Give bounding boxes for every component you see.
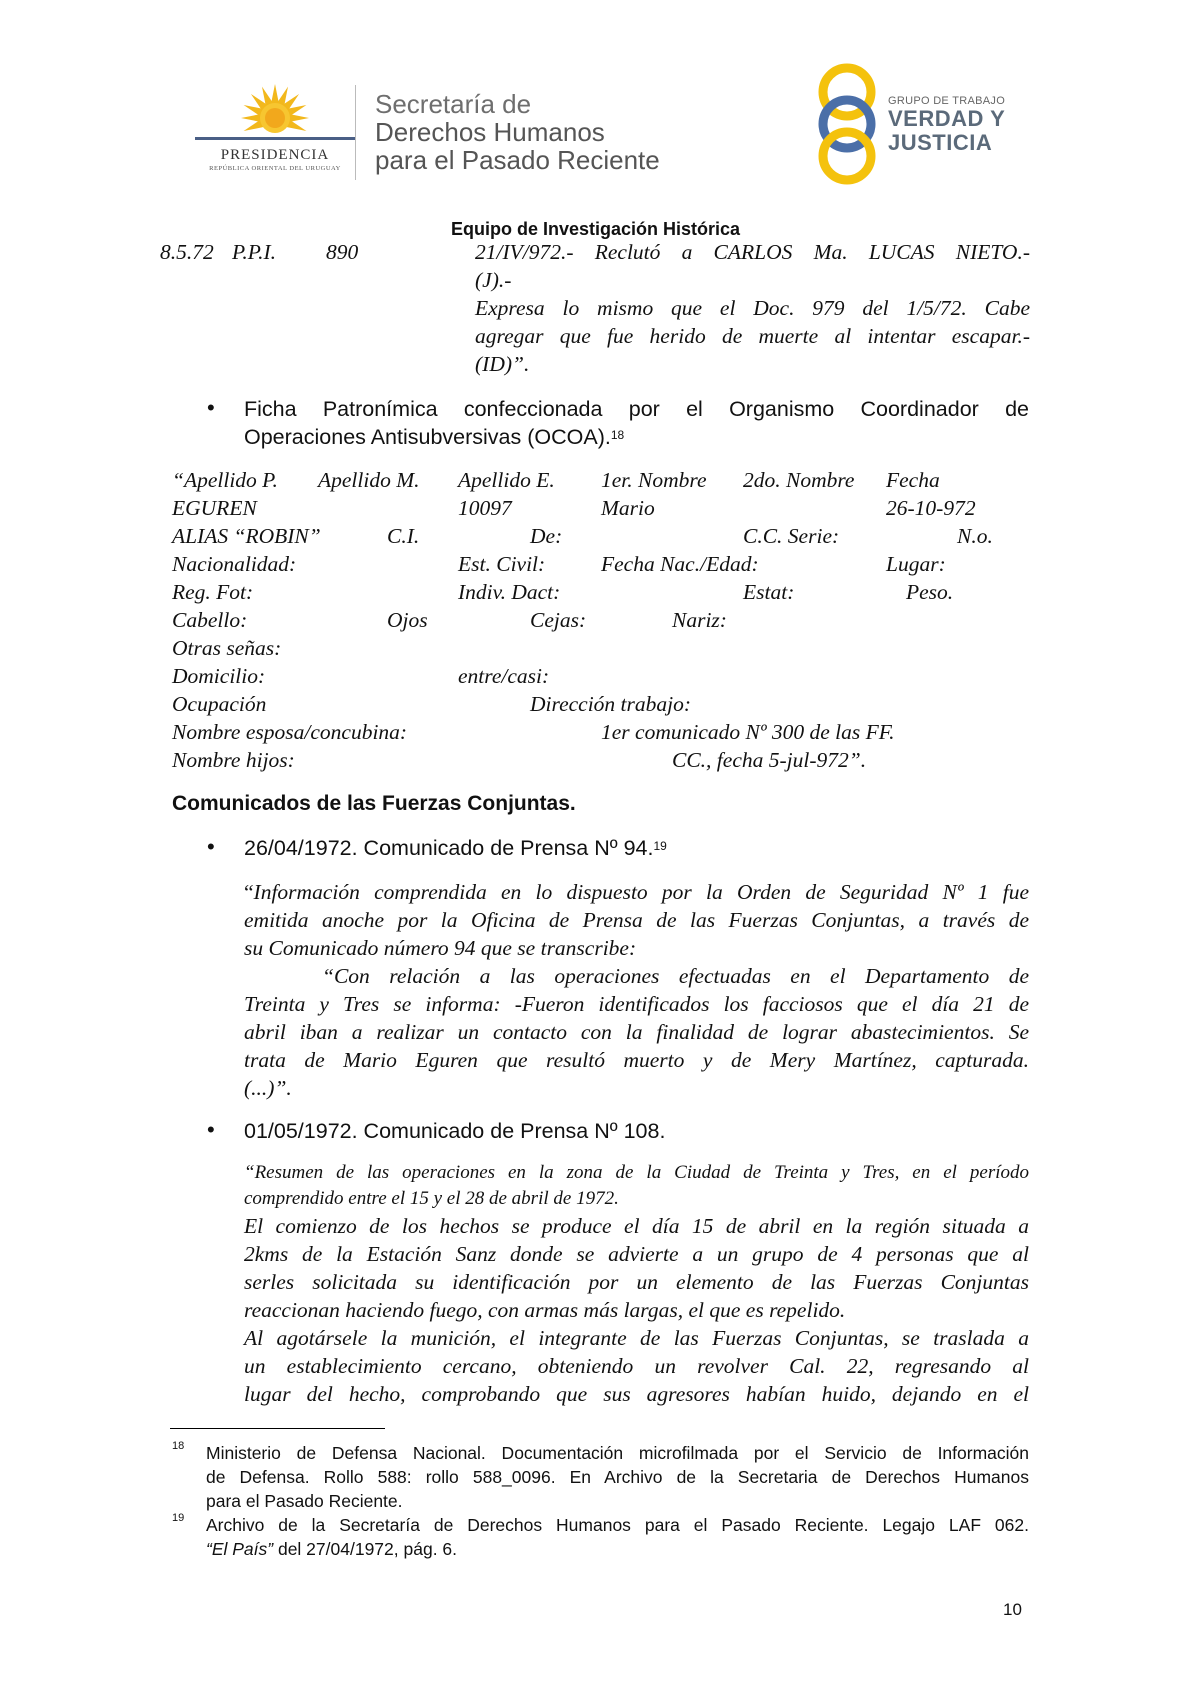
verdad-justicia-logotype: [888, 95, 1005, 155]
ficha-alias: ALIAS “ROBIN”: [172, 524, 321, 548]
ficha-cejas: Cejas:: [530, 608, 587, 632]
ficha-cc-fecha: CC., fecha 5-jul-972”.: [672, 748, 867, 772]
footnote-18-line-2: de Defensa. Rollo 588: rollo 588_0096. En Archivo de la Secretaria de Derechos Humanos: [206, 1467, 1029, 1487]
quote1-line-1-text: Información comprendida en lo dispuesto por la Orden de Seguridad Nº 1 fue: [253, 880, 1029, 904]
ficha-entre-casi: entre/casi:: [458, 664, 550, 688]
ficha-no: N.o.: [957, 524, 993, 548]
quote1-line-1: [244, 879, 1029, 907]
ficha-ocupacion: Ocupación: [172, 692, 267, 716]
bullet1-line-2: [244, 423, 624, 452]
ficha-cc: C.C. Serie:: [743, 524, 840, 548]
ficha-h5: 2do. Nombre: [743, 468, 855, 492]
ficha-h4: 1er. Nombre: [601, 468, 707, 492]
quote1-line-5: Treinta y Tres se informa: -Fueron identificados los facciosos que el día 21 de: [244, 992, 1029, 1016]
section-title: Comunicados de las Fuerzas Conjuntas.: [172, 792, 576, 815]
entry-date: 8.5.72: [160, 240, 214, 264]
quote1-line-4: “Con relación a las operaciones efectuadas en el Departamento de: [322, 964, 1029, 988]
entry-line-1: 21/IV/972.- Reclutó a CARLOS Ma. LUCAS NIETO.-: [475, 240, 1030, 264]
secretaria-line-3: para el Pasado Reciente: [375, 145, 660, 175]
quote2-line-5: Al agotársele la munición, el integrante de las Fuerzas Conjuntas, se traslada a: [244, 1326, 1029, 1350]
quote1-line-8: (...)”.: [244, 1076, 292, 1100]
ficha-h2: Apellido M.: [318, 468, 420, 492]
bullet1-line-1: Ficha Patronímica confeccionada por el Organismo Coordinador de: [244, 397, 1029, 421]
quote2-line-3: serles solicitada su identificación por un elemento de las Fuerzas Conjuntas: [244, 1270, 1029, 1294]
entry-line-4: agregar que fue herido de muerte al intentar escapar.-: [475, 324, 1030, 348]
ficha-cabello: Cabello:: [172, 608, 248, 632]
bullet-marker: •: [207, 1117, 215, 1142]
bullet2-line: [244, 834, 667, 863]
bullet-marker: •: [207, 395, 215, 420]
gtvj-line-2: VERDAD Y: [888, 106, 1006, 131]
ficha-v4: Mario: [601, 496, 655, 520]
bullet3-text: 01/05/1972. Comunicado de Prensa Nº 108.: [244, 1119, 666, 1143]
page-number: 10: [1003, 1600, 1022, 1619]
gtvj-line-3: JUSTICIA: [888, 130, 993, 155]
team-title: Equipo de Investigación Histórica: [450, 219, 741, 239]
footnote-18-line-1: Ministerio de Defensa Nacional. Documentación microfilmada por el Servicio de Información: [206, 1443, 1029, 1463]
republica-label: REPÚBLICA ORIENTAL DEL URUGUAY: [209, 165, 341, 172]
ficha-ojos: Ojos: [387, 608, 428, 632]
verdad-justicia-rings-logo: [815, 62, 880, 187]
entry-line-3: Expresa lo mismo que el Doc. 979 del 1/5/72. Cabe: [475, 296, 1030, 320]
entry-line-5: (ID)”.: [475, 352, 530, 376]
footnote-ref-19: 19: [653, 839, 667, 853]
quote2-small-line-2: comprendido entre el 15 y el 28 de abril de 1972.: [244, 1188, 619, 1209]
gtvj-line-1: GRUPO DE TRABAJO: [888, 95, 1006, 107]
quote2-small-line-1: “Resumen de las operaciones en la zona de la Ciudad de Treinta y Tres, en el período: [244, 1162, 1029, 1183]
secretaria-line-2: Derechos Humanos: [375, 117, 605, 147]
entry-number: 890: [326, 240, 359, 264]
ficha-v3: 10097: [458, 496, 512, 520]
ficha-de: De:: [530, 524, 563, 548]
quote1-line-3: su Comunicado número 94 que se transcribe:: [244, 936, 637, 960]
footnote-rule: [170, 1428, 385, 1429]
quote1-line-2: emitida anoche por la Oficina de Prensa de las Fuerzas Conjuntas, a través de: [244, 908, 1029, 932]
header-divider: [355, 85, 356, 180]
ficha-domicilio: Domicilio:: [172, 664, 266, 688]
footnote-19-date: del 27/04/1972, pág. 6.: [273, 1539, 458, 1559]
footnote-ref-18: 18: [610, 428, 625, 442]
secretaria-line-1: Secretaría de: [375, 89, 532, 119]
ficha-reg-fot: Reg. Fot:: [172, 580, 254, 604]
ficha-direccion-trabajo: Dirección trabajo:: [530, 692, 692, 716]
quote1-line-7: trata de Mario Eguren que resultó muerto y de Mery Martínez, capturada.: [244, 1048, 1029, 1072]
entry-code: P.P.I.: [232, 240, 277, 264]
ficha-h3: Apellido E.: [458, 468, 555, 492]
footnote-19-number: 19: [172, 1512, 185, 1524]
quote2-line-2: 2kms de la Estación Sanz donde se advierte a un grupo de 4 personas que al: [244, 1242, 1029, 1266]
ficha-nacionalidad: Nacionalidad:: [172, 552, 297, 576]
footnote-19-line-1: Archivo de la Secretaría de Derechos Humanos para el Pasado Reciente. Legajo LAF 062.: [206, 1515, 1029, 1535]
ficha-comunicado: 1er comunicado Nº 300 de las FF.: [601, 720, 895, 744]
footnote-18-line-3: para el Pasado Reciente.: [206, 1491, 403, 1511]
bullet1-text: Operaciones Antisubversivas (OCOA).: [244, 425, 611, 449]
ficha-ci: C.I.: [387, 524, 420, 548]
secretaria-logotype: [375, 90, 660, 174]
open-quote: “: [244, 880, 254, 904]
ficha-nariz: Nariz:: [672, 608, 727, 632]
presidencia-label: PRESIDENCIA: [220, 147, 330, 163]
bullet-marker: •: [207, 834, 215, 859]
ficha-lugar: Lugar:: [886, 552, 946, 576]
ficha-otras-senas: Otras señas:: [172, 636, 282, 660]
quote2-line-4: reaccionan haciendo fuego, con armas más largas, el que es repelido.: [244, 1298, 846, 1322]
ficha-v6: 26-10-972: [886, 496, 976, 520]
footnote-18-number: 18: [172, 1440, 185, 1452]
entry-line-2: (J).-: [475, 268, 512, 292]
ficha-est-civil: Est. Civil:: [458, 552, 546, 576]
footnote-19-line-2: [206, 1538, 457, 1562]
footnote-19-source: “El País”: [206, 1539, 274, 1559]
quote1-line-6: abril iban a realizar un contacto con la finalidad de lograr abastecimientos. Se: [244, 1020, 1029, 1044]
ficha-hijos: Nombre hijos:: [172, 748, 295, 772]
quote2-line-1: El comienzo de los hechos se produce el día 15 de abril en la región situada a: [244, 1214, 1029, 1238]
quote2-line-7: lugar del hecho, comprobando que sus agresores habían huido, dejando en el: [244, 1382, 1029, 1406]
ficha-peso: Peso.: [906, 580, 954, 604]
ficha-esposa: Nombre esposa/concubina:: [172, 720, 408, 744]
bullet2-text: 26/04/1972. Comunicado de Prensa Nº 94.: [244, 836, 654, 860]
ficha-v1: EGUREN: [172, 496, 257, 520]
ficha-h6: Fecha: [886, 468, 940, 492]
ficha-fecha-nac: Fecha Nac./Edad:: [601, 552, 759, 576]
ficha-indiv-dact: Indiv. Dact:: [458, 580, 561, 604]
quote2-line-6: un establecimiento cercano, obteniendo un revolver Cal. 22, regresando al: [244, 1354, 1029, 1378]
ficha-estat: Estat:: [743, 580, 795, 604]
ficha-h1: “Apellido P.: [172, 468, 278, 492]
